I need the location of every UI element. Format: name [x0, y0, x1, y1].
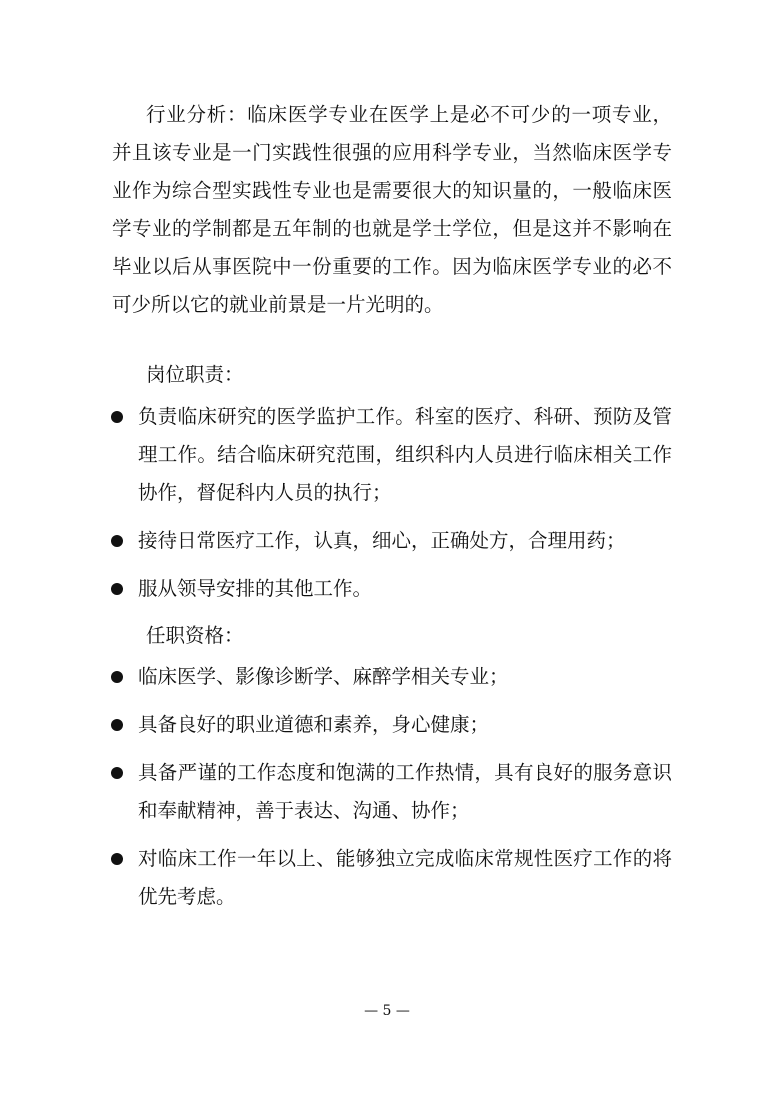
page-number: — 5 — — [364, 1003, 410, 1019]
list-item — [0, 398, 672, 512]
bullet-icon — [111, 411, 123, 423]
list-item — [0, 658, 672, 696]
list-item-text: 具备严谨的工作态度和饱满的工作热情，具有良好的服务意识和奉献精神，善于表达、沟通、协作； — [138, 761, 672, 822]
list-item — [0, 840, 672, 916]
list-item-text: 具备良好的职业道德和素养，身心健康； — [138, 713, 490, 736]
list-item-text: 对临床工作一年以上、能够独立完成临床常规性医疗工作的将优先考虑。 — [138, 847, 672, 908]
list-item — [0, 706, 672, 744]
list-item — [0, 522, 672, 560]
bullet-icon — [111, 853, 123, 865]
intro-paragraph: 行业分析：临床医学专业在医学上是必不可少的一项专业，并且该专业是一门实践性很强的应用科学专业，当然临床医学专业作为综合型实践性专业也是需要很大的知识量的，一般临床医学专业的学制都是五年制的也就是学士学位，但是这并不影响在毕业以后从事医院中一份重要的工作。因为临床医学专业的必不可少所以它的就业前景是一片光明的。 — [112, 103, 672, 316]
list-item — [0, 570, 672, 608]
bullet-icon — [111, 719, 123, 731]
bullet-icon — [111, 767, 123, 779]
duties-heading: 岗位职责： — [146, 363, 244, 386]
qualifications-list — [0, 658, 774, 926]
list-item-text: 服从领导安排的其他工作。 — [138, 577, 373, 600]
list-item-text: 负责临床研究的医学监护工作。科室的医疗、科研、预防及管理工作。结合临床研究范围，组织科内人员进行临床相关工作协作，督促科内人员的执行； — [138, 405, 672, 504]
list-item-text: 接待日常医疗工作，认真，细心，正确处方，合理用药； — [138, 529, 626, 552]
qualifications-heading: 任职资格： — [146, 624, 244, 647]
bullet-icon — [111, 535, 123, 547]
bullet-icon — [111, 671, 123, 683]
list-item — [0, 754, 672, 830]
duties-list — [0, 398, 774, 618]
bullet-icon — [111, 583, 123, 595]
list-item-text: 临床医学、影像诊断学、麻醉学相关专业； — [138, 665, 509, 688]
